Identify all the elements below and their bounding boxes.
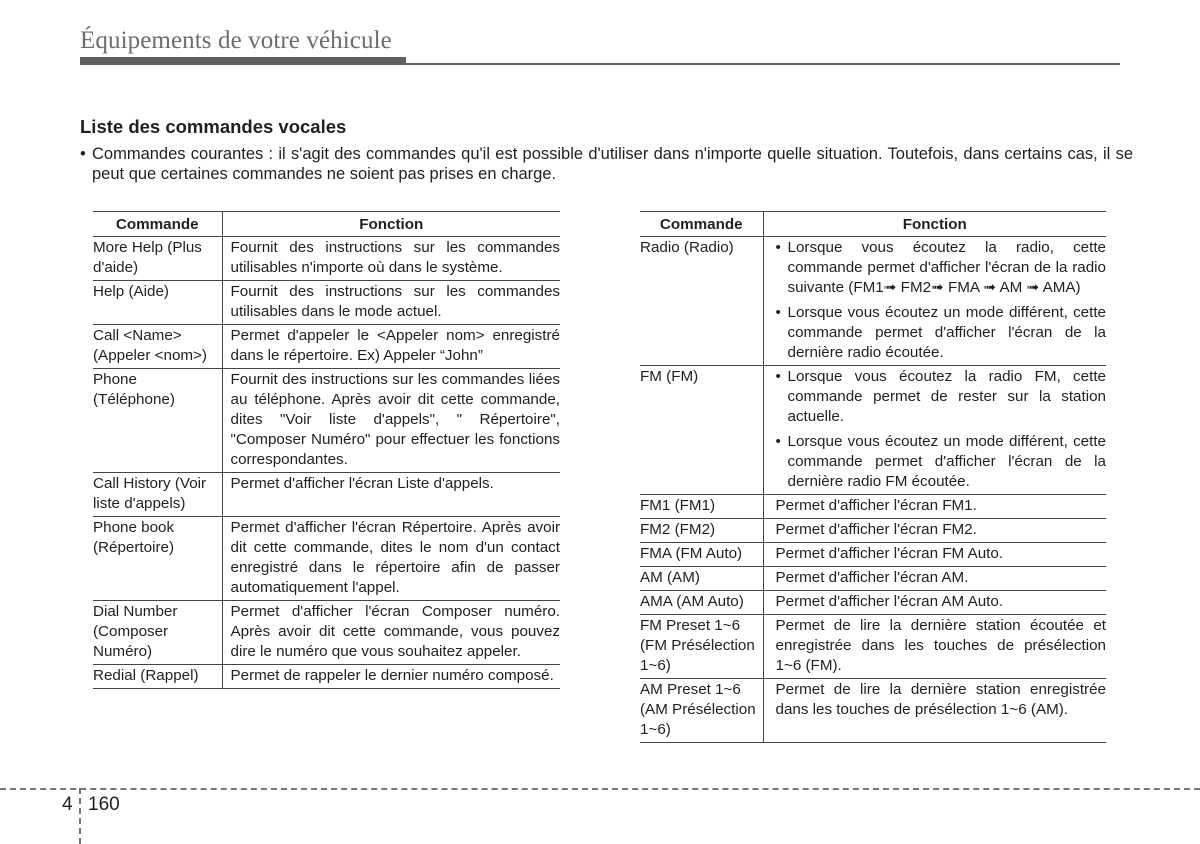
- bullet-text: Lorsque vous écoutez un mode différent, cette commande permet d'afficher l'écran de la dernière radio FM écoutée.: [787, 433, 1106, 490]
- function-bullet: [776, 432, 1107, 492]
- column-header-commande: Commande: [93, 212, 222, 237]
- intro-text: Commandes courantes : il s'agit des commandes qu'il est possible d'utiliser dans n'importe quelle situation. Toutefois, dans certains cas, il se peut que certaines commandes ne soient pas prises en charge.: [92, 145, 1133, 183]
- table-row: [640, 519, 1106, 543]
- function-cell: Fournit des instructions sur les commandes utilisables dans le mode actuel.: [222, 281, 560, 325]
- function-cell: Permet d'afficher l'écran FM2.: [763, 519, 1106, 543]
- table-row: [93, 601, 560, 665]
- footer-dashed-rule: [0, 788, 1200, 790]
- chapter-title-underline-thin: [406, 63, 1120, 65]
- function-cell: [763, 366, 1106, 495]
- command-cell: Phone (Téléphone): [93, 369, 222, 473]
- bullet-text: Lorsque vous écoutez la radio, cette commande permet d'afficher l'écran de la radio suivante (FM1➟ FM2➟ FMA ➟ AM ➟ AMA): [787, 239, 1106, 296]
- bullet-text: Lorsque vous écoutez un mode différent, cette commande permet d'afficher l'écran de la dernière radio écoutée.: [787, 304, 1106, 361]
- command-cell: AM Preset 1~6 (AM Présélection 1~6): [640, 679, 763, 743]
- command-cell: FM Preset 1~6 (FM Présélection 1~6): [640, 615, 763, 679]
- command-cell: More Help (Plus d'aide): [93, 237, 222, 281]
- command-cell: Radio (Radio): [640, 237, 763, 366]
- table-row: [93, 369, 560, 473]
- command-cell: Help (Aide): [93, 281, 222, 325]
- table-row: [640, 543, 1106, 567]
- function-bullet: [776, 303, 1107, 363]
- command-cell: FM (FM): [640, 366, 763, 495]
- section-heading: Liste des commandes vocales: [80, 116, 347, 137]
- table-header-row: [640, 212, 1106, 237]
- column-header-commande: Commande: [640, 212, 763, 237]
- right-command-table: [640, 211, 1106, 743]
- table-row: [640, 366, 1106, 495]
- bullet-icon: •: [80, 145, 86, 163]
- command-cell: Dial Number (Composer Numéro): [93, 601, 222, 665]
- function-bullet: [776, 238, 1107, 298]
- function-cell: Fournit des instructions sur les commandes utilisables n'importe où dans le système.: [222, 237, 560, 281]
- function-cell: Permet d'afficher l'écran Composer numéro. Après avoir dit cette commande, vous pouvez dire le numéro que vous souhaitez appeler.: [222, 601, 560, 665]
- command-cell: FMA (FM Auto): [640, 543, 763, 567]
- intro-paragraph: [80, 144, 1133, 184]
- table-row: [93, 325, 560, 369]
- bullet-icon: •: [775, 239, 781, 256]
- command-cell: AMA (AM Auto): [640, 591, 763, 615]
- bullet-icon: •: [775, 368, 781, 385]
- table-row: [93, 281, 560, 325]
- column-header-fonction: Fonction: [222, 212, 560, 237]
- chapter-title: Équipements de votre véhicule: [80, 27, 392, 54]
- table-header-row: [93, 212, 560, 237]
- bullet-icon: •: [775, 433, 781, 450]
- function-cell: Permet de rappeler le dernier numéro composé.: [222, 665, 560, 689]
- function-cell: Permet d'afficher l'écran FM Auto.: [763, 543, 1106, 567]
- table-row: [640, 591, 1106, 615]
- chapter-title-underline-thick: [80, 57, 406, 65]
- table-row: [640, 495, 1106, 519]
- function-cell: Fournit des instructions sur les commandes liées au téléphone. Après avoir dit cette commande, dites "Voir liste d'appels", " Répertoire", "Composer Numéro" pour effectuer les fonctions correspondantes.: [222, 369, 560, 473]
- command-cell: Call <Name> (Appeler <nom>): [93, 325, 222, 369]
- function-cell: Permet d'appeler le <Appeler nom> enregistré dans le répertoire. Ex) Appeler “John”: [222, 325, 560, 369]
- command-cell: Phone book (Répertoire): [93, 517, 222, 601]
- function-cell: Permet d'afficher l'écran FM1.: [763, 495, 1106, 519]
- left-command-table: [93, 211, 560, 689]
- table-row: [640, 615, 1106, 679]
- command-cell: Redial (Rappel): [93, 665, 222, 689]
- function-cell: Permet de lire la dernière station écoutée et enregistrée dans les touches de présélection 1~6 (FM).: [763, 615, 1106, 679]
- function-cell: [763, 237, 1106, 366]
- bullet-text: Lorsque vous écoutez la radio FM, cette commande permet de rester sur la station actuelle.: [787, 368, 1106, 425]
- table-row: [93, 665, 560, 689]
- column-header-fonction: Fonction: [763, 212, 1106, 237]
- command-cell: FM1 (FM1): [640, 495, 763, 519]
- function-cell: Permet d'afficher l'écran AM.: [763, 567, 1106, 591]
- command-cell: AM (AM): [640, 567, 763, 591]
- command-cell: FM2 (FM2): [640, 519, 763, 543]
- command-cell: Call History (Voir liste d'appels): [93, 473, 222, 517]
- function-bullet: [776, 367, 1107, 427]
- table-row: [640, 237, 1106, 366]
- function-cell: Permet d'afficher l'écran Répertoire. Après avoir dit cette commande, dites le nom d'un contact enregistré dans le répertoire afin de passer automatiquement l'appel.: [222, 517, 560, 601]
- table-row: [93, 237, 560, 281]
- footer-dashed-divider: [79, 788, 81, 844]
- table-row: [640, 679, 1106, 743]
- chapter-number: 4: [62, 794, 73, 815]
- function-cell: Permet d'afficher l'écran AM Auto.: [763, 591, 1106, 615]
- function-cell: Permet de lire la dernière station enregistrée dans les touches de présélection 1~6 (AM).: [763, 679, 1106, 743]
- table-row: [93, 517, 560, 601]
- table-row: [93, 473, 560, 517]
- table-row: [640, 567, 1106, 591]
- function-cell: Permet d'afficher l'écran Liste d'appels.: [222, 473, 560, 517]
- bullet-icon: •: [775, 304, 781, 321]
- page-number: 160: [88, 794, 120, 815]
